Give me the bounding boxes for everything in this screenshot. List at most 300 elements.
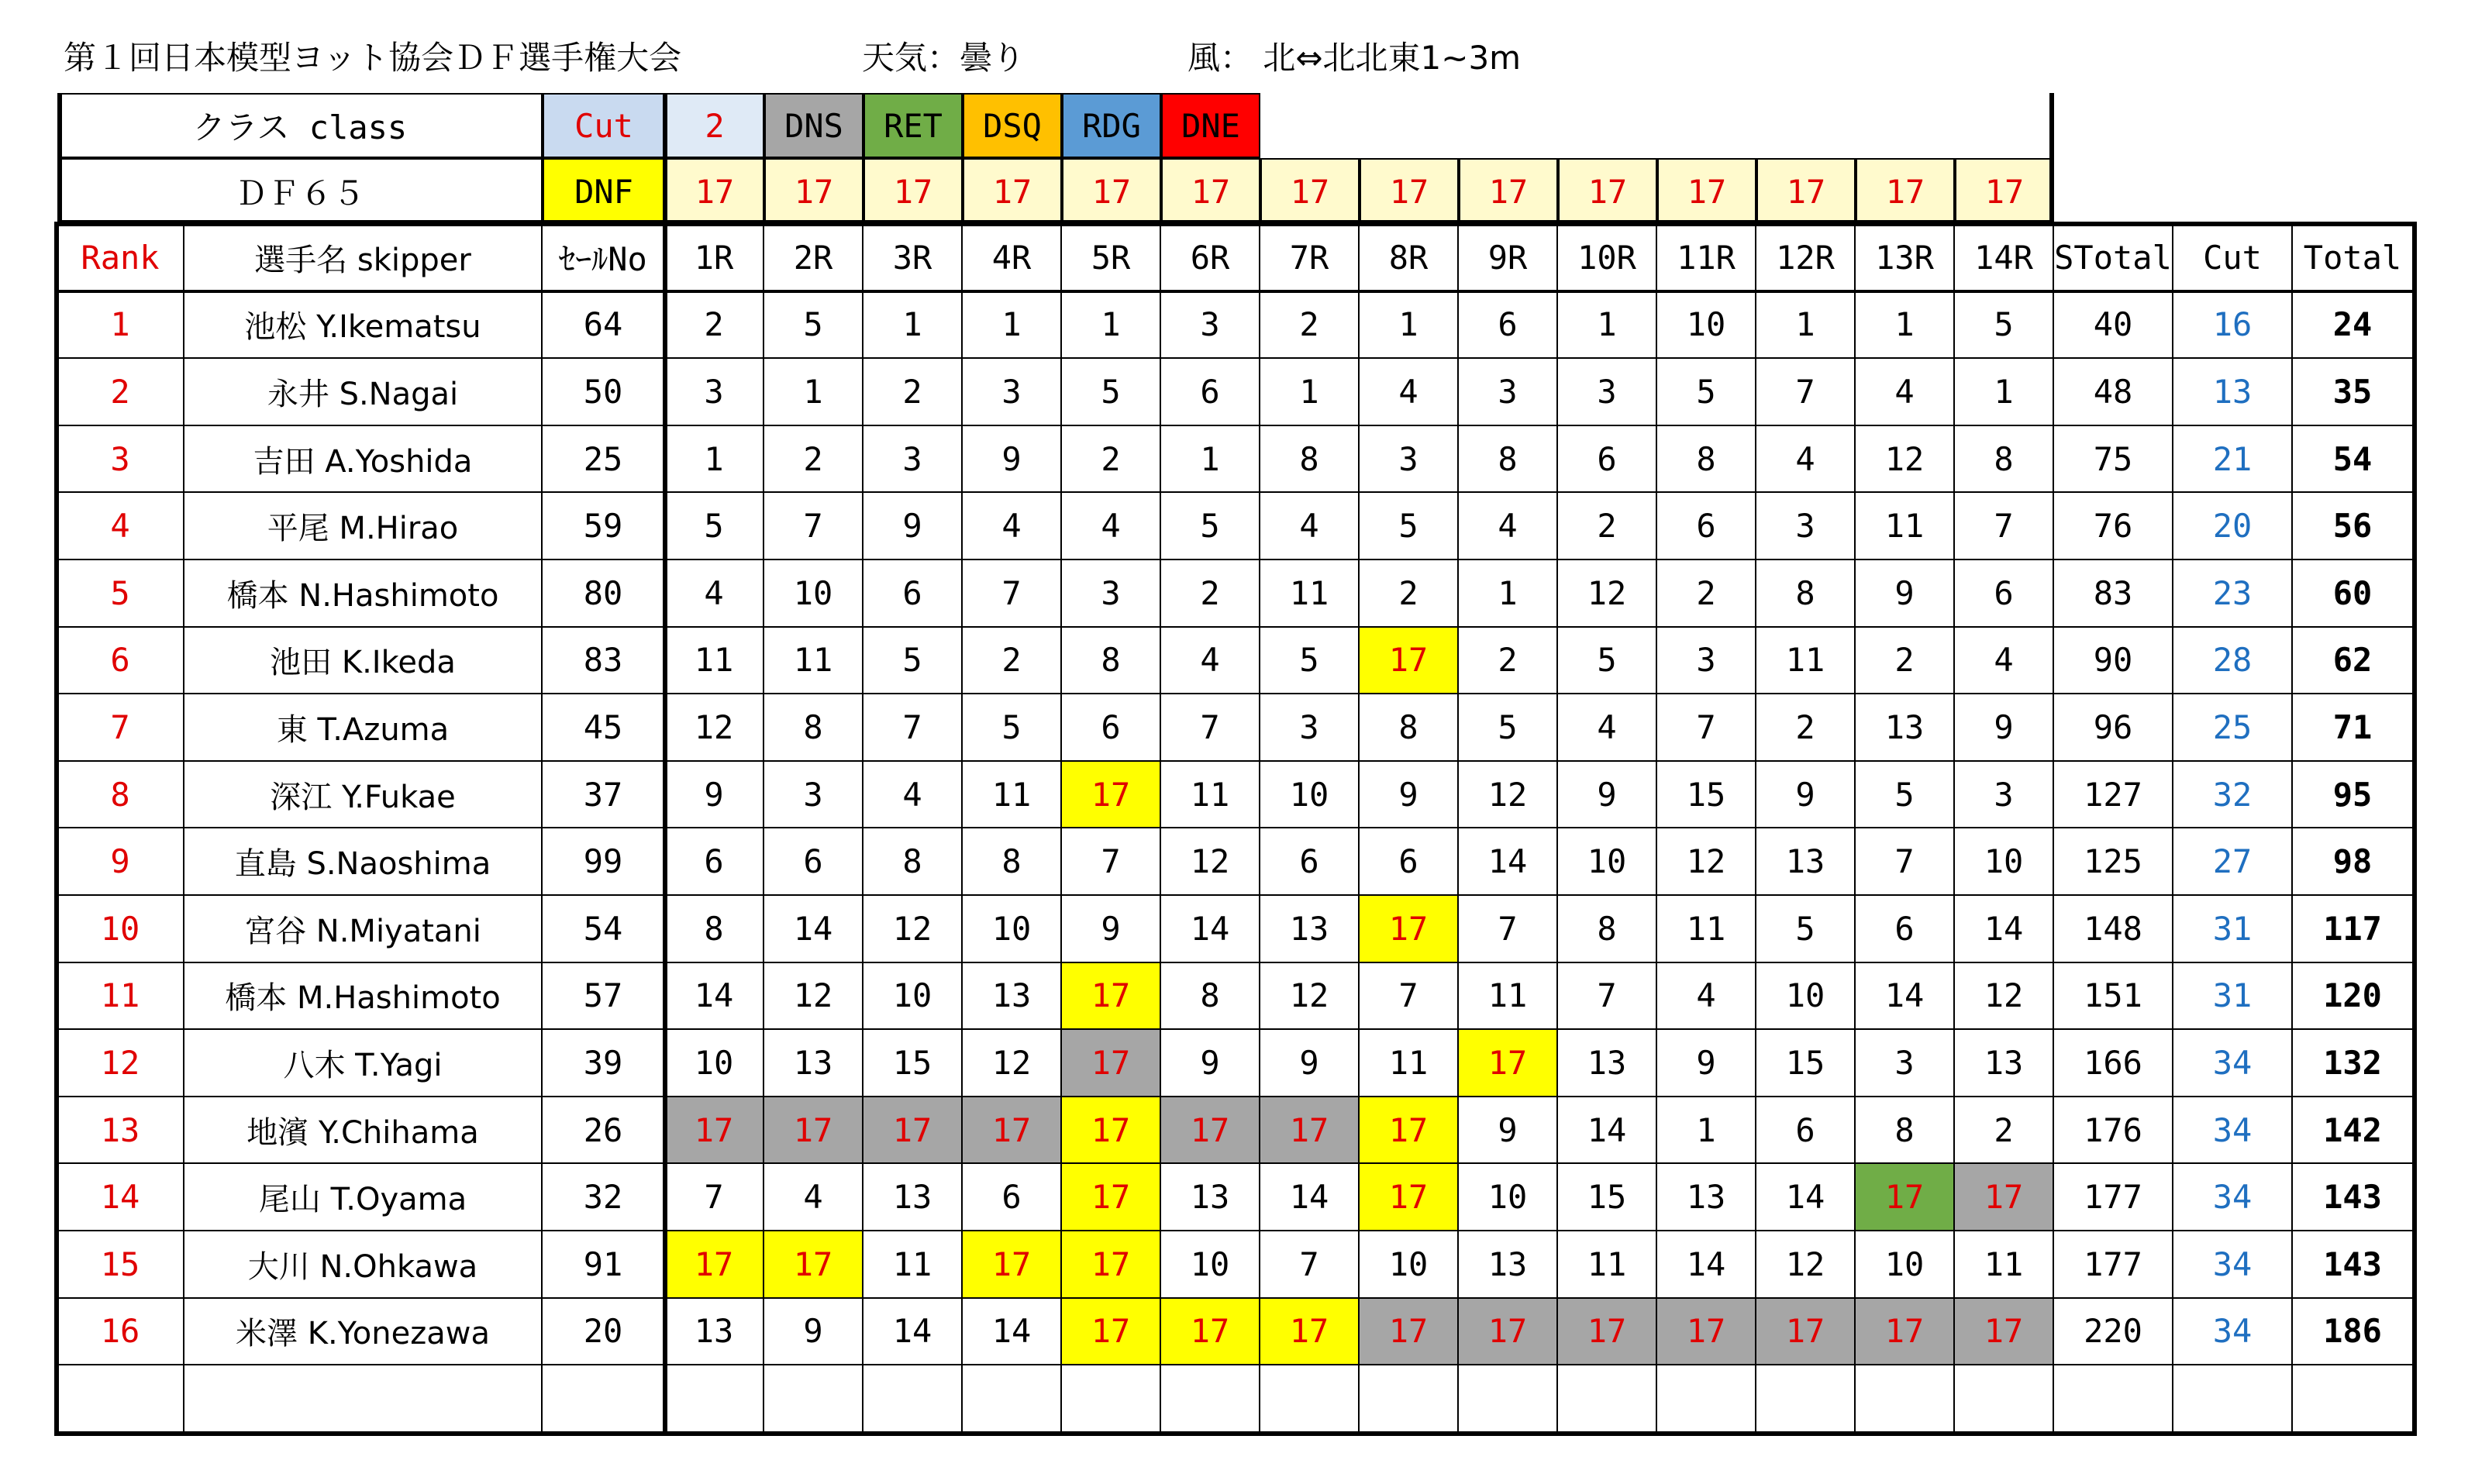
race-score: 8 <box>1062 628 1161 695</box>
race-score: 17 <box>1360 896 1459 963</box>
skipper-name: 深江 Y.Fukae <box>184 762 543 829</box>
total-cell: 143 <box>2293 1231 2414 1299</box>
total-cell: 142 <box>2293 1097 2414 1165</box>
race-score: 11 <box>764 628 863 695</box>
empty-cell <box>1955 1365 2054 1433</box>
race-score: 12 <box>1756 1231 1856 1299</box>
race-score: 3 <box>1756 493 1856 560</box>
header-cell: 2R <box>764 225 863 292</box>
dnf-score: 17 <box>665 158 764 225</box>
class-label: クラス class <box>57 93 543 158</box>
skipper-name: 池田 K.Ikeda <box>184 628 543 695</box>
race-score: 1 <box>764 359 863 426</box>
legend-code-2: 2 <box>665 93 764 158</box>
skipper-name: 平尾 M.Hirao <box>184 493 543 560</box>
race-score: 8 <box>1558 896 1657 963</box>
race-score: 2 <box>764 426 863 494</box>
race-score: 17 <box>665 1231 764 1299</box>
total-cell: 54 <box>2293 426 2414 494</box>
stotal-cell: 177 <box>2054 1164 2173 1231</box>
race-score: 17 <box>963 1231 1062 1299</box>
race-score: 11 <box>1657 896 1756 963</box>
race-score: 12 <box>764 963 863 1031</box>
dnf-score: 17 <box>1360 158 1459 225</box>
race-score: 11 <box>1856 493 1955 560</box>
sail-number: 80 <box>543 560 665 628</box>
race-score: 17 <box>1360 1097 1459 1165</box>
race-score: 11 <box>963 762 1062 829</box>
stotal-cell: 177 <box>2054 1231 2173 1299</box>
race-score: 6 <box>863 560 963 628</box>
race-score: 8 <box>863 828 963 896</box>
stotal-cell: 176 <box>2054 1097 2173 1165</box>
race-score: 7 <box>1260 1231 1360 1299</box>
race-score: 3 <box>1360 426 1459 494</box>
skipper-name: 尾山 T.Oyama <box>184 1164 543 1231</box>
race-score: 7 <box>1459 896 1558 963</box>
dnf-score: 17 <box>1657 158 1756 225</box>
race-score: 1 <box>1856 292 1955 360</box>
race-score: 6 <box>1161 359 1260 426</box>
race-score: 7 <box>764 493 863 560</box>
race-score: 5 <box>1657 359 1756 426</box>
rank-cell: 14 <box>57 1164 184 1231</box>
total-cell: 117 <box>2293 896 2414 963</box>
race-score: 14 <box>1955 896 2054 963</box>
header-cell: 7R <box>1260 225 1360 292</box>
dnf-score: 17 <box>1558 158 1657 225</box>
race-score: 10 <box>1161 1231 1260 1299</box>
race-score: 4 <box>863 762 963 829</box>
race-score: 10 <box>1459 1164 1558 1231</box>
race-score: 12 <box>1558 560 1657 628</box>
total-cell: 143 <box>2293 1164 2414 1231</box>
race-score: 3 <box>764 762 863 829</box>
dnf-label: DNF <box>543 158 665 225</box>
header-cell: Total <box>2293 225 2414 292</box>
empty-cell <box>1657 1365 1756 1433</box>
race-score: 4 <box>1260 493 1360 560</box>
race-score: 13 <box>863 1164 963 1231</box>
race-score: 10 <box>665 1030 764 1097</box>
race-score: 1 <box>1260 359 1360 426</box>
race-score: 17 <box>1856 1164 1955 1231</box>
race-score: 14 <box>1161 896 1260 963</box>
sail-number: 91 <box>543 1231 665 1299</box>
class-value: ＤＦ６５ <box>57 158 543 225</box>
header-cell: 3R <box>863 225 963 292</box>
race-score: 13 <box>963 963 1062 1031</box>
race-score: 2 <box>1360 560 1459 628</box>
race-score: 5 <box>1756 896 1856 963</box>
rank-cell: 6 <box>57 628 184 695</box>
race-score: 14 <box>1756 1164 1856 1231</box>
header-cell: 8R <box>1360 225 1459 292</box>
legend-code-dsq: DSQ <box>963 93 1062 158</box>
race-score: 6 <box>963 1164 1062 1231</box>
race-score: 9 <box>863 493 963 560</box>
race-score: 9 <box>764 1299 863 1366</box>
stotal-cell: 151 <box>2054 963 2173 1031</box>
race-score: 8 <box>1360 694 1459 762</box>
race-score: 13 <box>1756 828 1856 896</box>
cut-cell: 13 <box>2173 359 2293 426</box>
empty-cell <box>764 1365 863 1433</box>
race-score: 6 <box>1558 426 1657 494</box>
race-score: 7 <box>1558 963 1657 1031</box>
dnf-score: 17 <box>1161 158 1260 225</box>
race-score: 8 <box>1756 560 1856 628</box>
cut-cell: 34 <box>2173 1164 2293 1231</box>
cut-cell: 16 <box>2173 292 2293 360</box>
dnf-score: 17 <box>1856 158 1955 225</box>
skipper-name: 直島 S.Naoshima <box>184 828 543 896</box>
total-cell: 24 <box>2293 292 2414 360</box>
skipper-name: 橋本 N.Hashimoto <box>184 560 543 628</box>
race-score: 9 <box>1161 1030 1260 1097</box>
rank-cell: 13 <box>57 1097 184 1165</box>
race-score: 6 <box>764 828 863 896</box>
skipper-name: 池松 Y.Ikematsu <box>184 292 543 360</box>
stotal-cell: 40 <box>2054 292 2173 360</box>
stotal-cell: 90 <box>2054 628 2173 695</box>
race-score: 17 <box>764 1097 863 1165</box>
rank-cell: 9 <box>57 828 184 896</box>
race-score: 10 <box>1657 292 1756 360</box>
race-score: 2 <box>1856 628 1955 695</box>
dnf-score: 17 <box>1062 158 1161 225</box>
dnf-score: 17 <box>1756 158 1856 225</box>
race-score: 11 <box>665 628 764 695</box>
sail-number: 20 <box>543 1299 665 1366</box>
cut-cell: 34 <box>2173 1231 2293 1299</box>
race-score: 7 <box>665 1164 764 1231</box>
race-score: 7 <box>863 694 963 762</box>
race-score: 7 <box>1756 359 1856 426</box>
race-score: 7 <box>963 560 1062 628</box>
rank-cell: 3 <box>57 426 184 494</box>
race-score: 17 <box>1955 1164 2054 1231</box>
race-score: 9 <box>963 426 1062 494</box>
legend-code-dne: DNE <box>1161 93 1260 158</box>
race-score: 5 <box>1459 694 1558 762</box>
race-score: 6 <box>1657 493 1756 560</box>
page-title: 第１回日本模型ヨット協会ＤＦ選手権大会 <box>64 39 682 77</box>
race-score: 11 <box>1459 963 1558 1031</box>
race-score: 1 <box>1062 292 1161 360</box>
race-score: 17 <box>863 1097 963 1165</box>
race-score: 5 <box>1260 628 1360 695</box>
empty-cell <box>2054 1365 2173 1433</box>
race-score: 17 <box>1756 1299 1856 1366</box>
race-score: 15 <box>1756 1030 1856 1097</box>
race-score: 11 <box>1756 628 1856 695</box>
wind-info: 風： 北⇔北北東1~3m <box>1187 39 1522 77</box>
race-score: 14 <box>1657 1231 1756 1299</box>
dnf-score: 17 <box>863 158 963 225</box>
race-score: 14 <box>863 1299 963 1366</box>
cut-cell: 25 <box>2173 694 2293 762</box>
dnf-score: 17 <box>1955 158 2054 225</box>
total-cell: 62 <box>2293 628 2414 695</box>
race-score: 5 <box>1062 359 1161 426</box>
race-score: 4 <box>1558 694 1657 762</box>
dnf-score: 17 <box>764 158 863 225</box>
race-score: 8 <box>764 694 863 762</box>
rank-cell: 7 <box>57 694 184 762</box>
race-score: 1 <box>665 426 764 494</box>
cut-cell: 27 <box>2173 828 2293 896</box>
legend-code-ret: RET <box>863 93 963 158</box>
race-score: 1 <box>863 292 963 360</box>
race-score: 17 <box>1161 1097 1260 1165</box>
race-score: 10 <box>1756 963 1856 1031</box>
empty-cell <box>665 1365 764 1433</box>
total-cell: 71 <box>2293 694 2414 762</box>
skipper-name: 八木 T.Yagi <box>184 1030 543 1097</box>
total-cell: 186 <box>2293 1299 2414 1366</box>
race-score: 17 <box>1062 1231 1161 1299</box>
race-score: 14 <box>665 963 764 1031</box>
race-score: 9 <box>1856 560 1955 628</box>
race-score: 11 <box>1955 1231 2054 1299</box>
race-score: 9 <box>665 762 764 829</box>
race-score: 15 <box>1558 1164 1657 1231</box>
rank-cell: 2 <box>57 359 184 426</box>
race-score: 9 <box>1360 762 1459 829</box>
race-score: 7 <box>1161 694 1260 762</box>
race-score: 11 <box>863 1231 963 1299</box>
race-score: 13 <box>1161 1164 1260 1231</box>
header-cell: Cut <box>2173 225 2293 292</box>
skipper-name: 橋本 M.Hashimoto <box>184 963 543 1031</box>
race-score: 13 <box>1459 1231 1558 1299</box>
race-score: 8 <box>1955 426 2054 494</box>
race-score: 6 <box>1459 292 1558 360</box>
header-cell: 13R <box>1856 225 1955 292</box>
empty-cell <box>963 1365 1062 1433</box>
race-score: 3 <box>1459 359 1558 426</box>
race-score: 17 <box>1360 1164 1459 1231</box>
rank-cell: 15 <box>57 1231 184 1299</box>
race-score: 12 <box>1459 762 1558 829</box>
race-score: 17 <box>1360 1299 1459 1366</box>
stotal-cell: 76 <box>2054 493 2173 560</box>
empty-cell <box>1161 1365 1260 1433</box>
race-score: 17 <box>1260 1097 1360 1165</box>
sail-number: 59 <box>543 493 665 560</box>
race-score: 13 <box>1657 1164 1756 1231</box>
race-score: 13 <box>764 1030 863 1097</box>
skipper-name: 大川 N.Ohkawa <box>184 1231 543 1299</box>
race-score: 17 <box>764 1231 863 1299</box>
legend-code-rdg: RDG <box>1062 93 1161 158</box>
race-score: 3 <box>1260 694 1360 762</box>
race-score: 13 <box>1856 694 1955 762</box>
sail-number: 26 <box>543 1097 665 1165</box>
race-score: 7 <box>1657 694 1756 762</box>
race-score: 5 <box>1856 762 1955 829</box>
cut-cell: 32 <box>2173 762 2293 829</box>
stotal-cell: 48 <box>2054 359 2173 426</box>
race-score: 6 <box>1856 896 1955 963</box>
race-score: 8 <box>1161 963 1260 1031</box>
sail-number: 39 <box>543 1030 665 1097</box>
sail-number: 37 <box>543 762 665 829</box>
race-score: 4 <box>1360 359 1459 426</box>
total-cell: 60 <box>2293 560 2414 628</box>
cut-cell: 23 <box>2173 560 2293 628</box>
race-score: 2 <box>1260 292 1360 360</box>
race-score: 4 <box>665 560 764 628</box>
race-score: 8 <box>963 828 1062 896</box>
empty-cell <box>184 1365 543 1433</box>
header-cell: 11R <box>1657 225 1756 292</box>
race-score: 5 <box>1558 628 1657 695</box>
stotal-cell: 125 <box>2054 828 2173 896</box>
race-score: 3 <box>1955 762 2054 829</box>
skipper-name: 東 T.Azuma <box>184 694 543 762</box>
race-score: 14 <box>1459 828 1558 896</box>
race-score: 17 <box>665 1097 764 1165</box>
race-score: 9 <box>1955 694 2054 762</box>
cut-cell: 21 <box>2173 426 2293 494</box>
empty-cell <box>1756 1365 1856 1433</box>
skipper-name: 永井 S.Nagai <box>184 359 543 426</box>
race-score: 14 <box>963 1299 1062 1366</box>
race-score: 2 <box>1558 493 1657 560</box>
race-score: 6 <box>1955 560 2054 628</box>
race-score: 6 <box>1756 1097 1856 1165</box>
rank-cell: 12 <box>57 1030 184 1097</box>
race-score: 17 <box>1062 1097 1161 1165</box>
race-score: 2 <box>1756 694 1856 762</box>
stotal-cell: 127 <box>2054 762 2173 829</box>
race-score: 15 <box>1657 762 1756 829</box>
rank-cell: 8 <box>57 762 184 829</box>
race-score: 2 <box>1955 1097 2054 1165</box>
empty-cell <box>1558 1365 1657 1433</box>
race-score: 12 <box>1657 828 1756 896</box>
race-score: 5 <box>764 292 863 360</box>
rank-cell: 1 <box>57 292 184 360</box>
race-score: 5 <box>1955 292 2054 360</box>
race-score: 5 <box>1161 493 1260 560</box>
sail-number: 83 <box>543 628 665 695</box>
sail-number: 54 <box>543 896 665 963</box>
race-score: 10 <box>1260 762 1360 829</box>
header-cell: ｾｰﾙNo <box>543 225 665 292</box>
race-score: 17 <box>1062 1299 1161 1366</box>
empty-cell <box>57 1365 184 1433</box>
race-score: 12 <box>1856 426 1955 494</box>
empty-cell <box>1856 1365 1955 1433</box>
race-score: 17 <box>1260 1299 1360 1366</box>
total-cell: 132 <box>2293 1030 2414 1097</box>
race-score: 17 <box>1062 762 1161 829</box>
stotal-cell: 96 <box>2054 694 2173 762</box>
stotal-cell: 148 <box>2054 896 2173 963</box>
total-cell: 120 <box>2293 963 2414 1031</box>
race-score: 12 <box>1161 828 1260 896</box>
race-score: 17 <box>1955 1299 2054 1366</box>
race-score: 15 <box>863 1030 963 1097</box>
rank-cell: 11 <box>57 963 184 1031</box>
rank-cell: 16 <box>57 1299 184 1366</box>
race-score: 17 <box>963 1097 1062 1165</box>
race-score: 2 <box>665 292 764 360</box>
total-cell: 95 <box>2293 762 2414 829</box>
header-cell: 選手名 skipper <box>184 225 543 292</box>
race-score: 9 <box>1459 1097 1558 1165</box>
cut-cell: 34 <box>2173 1299 2293 1366</box>
race-score: 2 <box>963 628 1062 695</box>
race-score: 14 <box>1856 963 1955 1031</box>
race-score: 4 <box>1062 493 1161 560</box>
race-score: 4 <box>1161 628 1260 695</box>
rank-cell: 4 <box>57 493 184 560</box>
race-score: 1 <box>1955 359 2054 426</box>
race-score: 5 <box>963 694 1062 762</box>
empty-cell <box>863 1365 963 1433</box>
race-score: 17 <box>1062 963 1161 1031</box>
race-score: 4 <box>764 1164 863 1231</box>
header-cell: 6R <box>1161 225 1260 292</box>
race-score: 1 <box>1756 292 1856 360</box>
race-score: 2 <box>863 359 963 426</box>
header-cell: 14R <box>1955 225 2054 292</box>
stotal-cell: 83 <box>2054 560 2173 628</box>
legend-code-cut: Cut <box>543 93 665 158</box>
cut-cell: 34 <box>2173 1030 2293 1097</box>
cut-cell: 28 <box>2173 628 2293 695</box>
race-score: 13 <box>1558 1030 1657 1097</box>
race-score: 12 <box>1260 963 1360 1031</box>
race-score: 17 <box>1161 1299 1260 1366</box>
race-score: 14 <box>1558 1097 1657 1165</box>
stotal-cell: 75 <box>2054 426 2173 494</box>
skipper-name: 米澤 K.Yonezawa <box>184 1299 543 1366</box>
race-score: 6 <box>665 828 764 896</box>
race-score: 7 <box>1856 828 1955 896</box>
cut-cell: 31 <box>2173 963 2293 1031</box>
race-score: 7 <box>1955 493 2054 560</box>
header-cell: 1R <box>665 225 764 292</box>
race-score: 4 <box>1756 426 1856 494</box>
race-score: 3 <box>1062 560 1161 628</box>
race-score: 10 <box>1856 1231 1955 1299</box>
race-score: 6 <box>1062 694 1161 762</box>
header-cell: 4R <box>963 225 1062 292</box>
race-score: 3 <box>1657 628 1756 695</box>
race-score: 2 <box>1657 560 1756 628</box>
sail-number: 99 <box>543 828 665 896</box>
sail-number: 45 <box>543 694 665 762</box>
race-score: 5 <box>1360 493 1459 560</box>
header-cell: 9R <box>1459 225 1558 292</box>
race-score: 9 <box>1260 1030 1360 1097</box>
sail-number: 25 <box>543 426 665 494</box>
race-score: 17 <box>1360 628 1459 695</box>
race-score: 4 <box>963 493 1062 560</box>
race-score: 3 <box>863 426 963 494</box>
race-score: 10 <box>863 963 963 1031</box>
race-score: 6 <box>1260 828 1360 896</box>
race-score: 9 <box>1756 762 1856 829</box>
race-score: 4 <box>1955 628 2054 695</box>
dnf-score: 17 <box>1459 158 1558 225</box>
race-score: 3 <box>963 359 1062 426</box>
